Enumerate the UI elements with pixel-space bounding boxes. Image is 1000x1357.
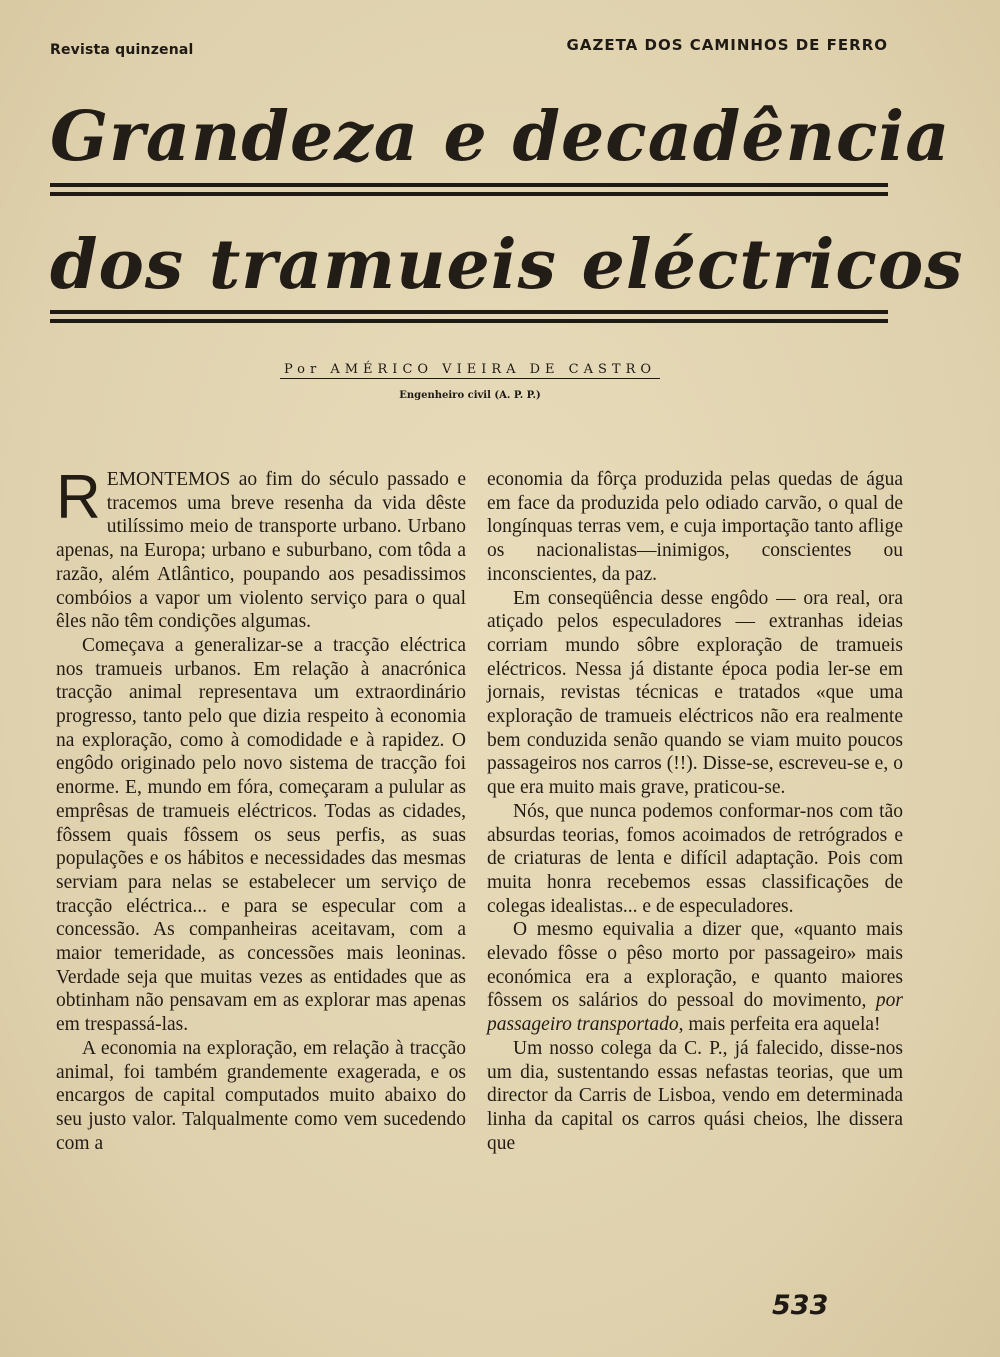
drop-cap: R bbox=[56, 463, 101, 532]
paragraph: A economia na exploração, em relação à tracção animal, foi também grandemente exagerada, e os encargos de capital computados muito abaixo do seu justo valor. Talqualmente como vem sucedendo com a bbox=[56, 1037, 466, 1154]
page-number: 533 bbox=[772, 1290, 829, 1321]
paragraph bbox=[487, 918, 903, 1037]
paragraph: Começava a generalizar-se a tracção eléctrica nos tramueis urbanos. Em relação à anacrónica tracção animal representava um extraordinário progresso, tanto pelo que dizia respeito à economia na exploração, como à comodidade e à rapidez. O engôdo originado pelo novo sistema de tracção foi enorme. E, mundo em fóra, começaram a pulular as emprêsas de tramueis eléctricos. Todas as cidades, fôssem quais fôssem os seus perfis, as suas populações e os hábitos e necessidades das mesmas serviam para nelas se estabelecer um serviço de tracção eléctrica... e para se especular com a concessão. As companheiras aceitavam, com a maior temeridade, as concessões mais leoninas. Verdade seja que muitas vezes as entidades que as obtinham não pensavam em as explorar mas apenas em trespassá-las. bbox=[56, 634, 466, 1036]
paragraph: Nós, que nunca podemos conformar-nos com tão absurdas teorias, fomos acoimados de retrógrados e de criaturas de lenta e difícil adaptação. Pois com muita honra recebemos essas classificações de colegas idealistas... e de especuladores. bbox=[487, 800, 903, 917]
title-rule bbox=[50, 310, 888, 314]
paragraph: Um nosso colega da C. P., já falecido, disse-nos um dia, sustentando essas nefastas teorias, que um director da Carris de Lisboa, vendo em determinada linha da capital os carros quási cheios, lhe dissera que bbox=[487, 1037, 903, 1154]
article-column-right bbox=[487, 468, 903, 1155]
paragraph: Em conseqüência desse engôdo — ora real, ora atiçado pelos especuladores — extranhas ideias corriam mundo sôbre exploração de tramueis eléctricos. Nessa já distante época podia ler-se em jornais, revistas técnicas e tratados «que uma exploração de tramueis eléctricos não era realmente bem conduzida senão quando se viam muito poucos passageiros nos carros (!!). Disse-se, escreveu-se e, o que era muito mais grave, praticou-se. bbox=[487, 587, 903, 799]
author-credential: Engenheiro civil (A. P. P.) bbox=[399, 390, 541, 401]
paragraph-text: O mesmo equivalia a dizer que, «quanto mais elevado fôsse o pêso morto por passageiro» mais económica era a exploração, e quanto maiores fôssem os salários do pessoal do movimento, bbox=[487, 919, 903, 1012]
running-header-left: Revista quinzenal bbox=[50, 42, 194, 58]
title-rule bbox=[50, 319, 888, 323]
paragraph: economia da fôrça produzida pelas quedas de água em face da produzida pelo odiado carvão, o qual de longínquas terras vem, e cuja importação tanto aflige os nacionalistas—inimigos, conscientes ou inconscientes, da paz. bbox=[487, 469, 903, 585]
article-title-line-1: Grandeza e decadência bbox=[50, 97, 951, 177]
author-name: Por AMÉRICO VIEIRA DE CASTRO bbox=[280, 362, 660, 379]
paragraph bbox=[56, 463, 466, 634]
title-rule bbox=[50, 192, 888, 196]
byline bbox=[0, 362, 940, 377]
title-rule bbox=[50, 183, 888, 187]
article-title-line-2: dos tramueis eléctricos bbox=[50, 225, 964, 305]
paragraph-text: , mais perfeita era aquela! bbox=[678, 1014, 881, 1036]
paragraph-text: EMONTEMOS ao fim do século passado e tracemos uma breve resenha da vida dêste utilíssimo meio de transporte urbano. Urbano apenas, na Europa; urbano e suburbano, com tôda a razão, além Atlântico, poupando aos pesadissimos combóios a vapor um violento serviço para o qual êles não têm condições algumas. bbox=[56, 469, 466, 633]
emphasis-text: por passageiro transportado bbox=[487, 990, 903, 1036]
article-column-left bbox=[56, 463, 466, 1155]
running-header-right: GAZETA DOS CAMINHOS DE FERRO bbox=[566, 36, 888, 54]
